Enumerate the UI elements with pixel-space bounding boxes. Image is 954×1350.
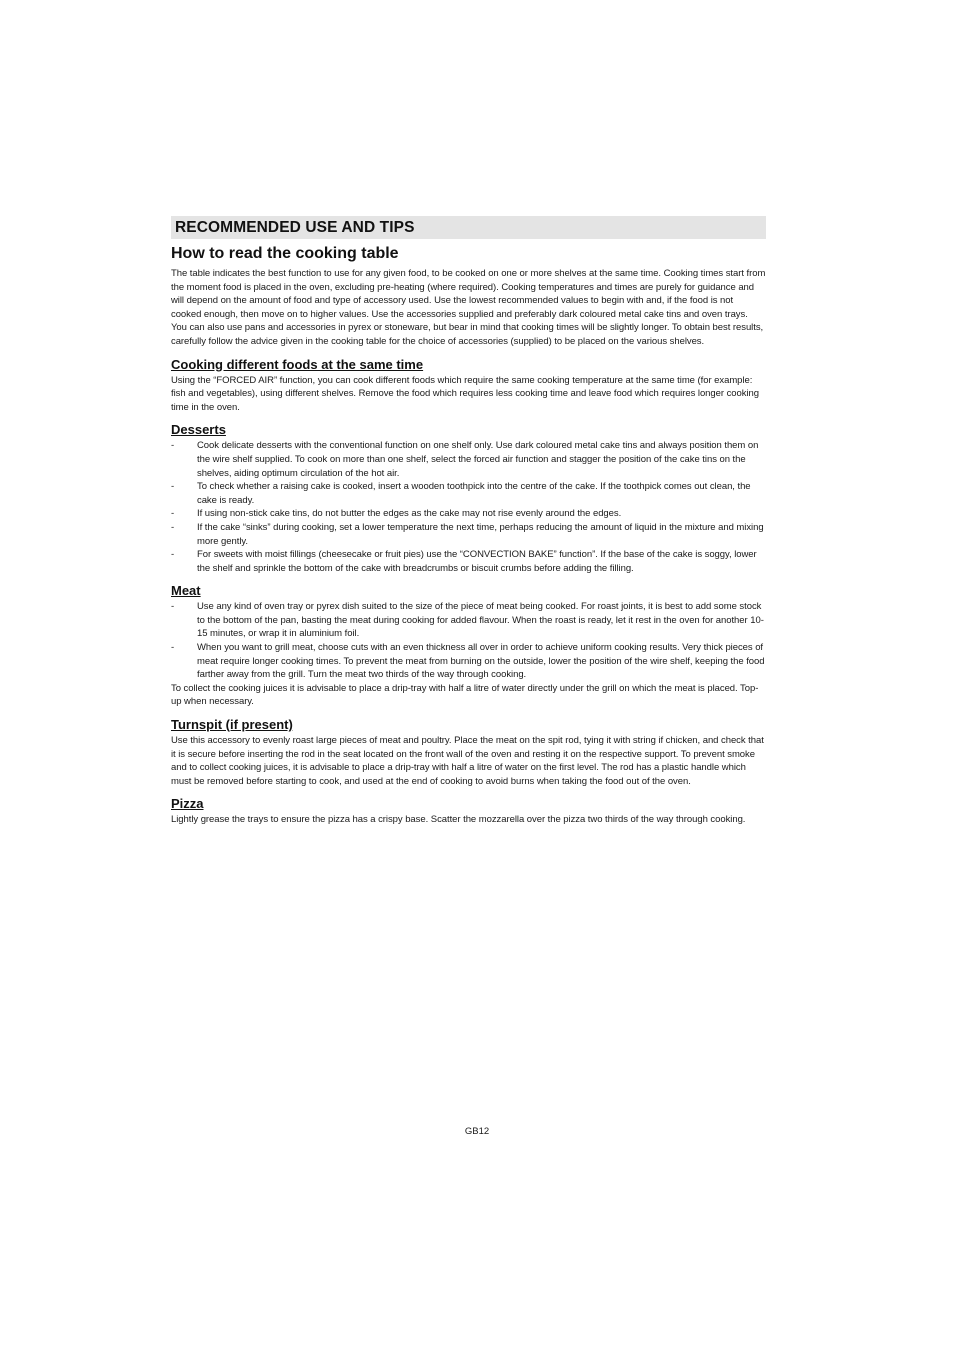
list-item [171,507,766,521]
list-item [171,600,766,641]
list-item-text: If using non-stick cake tins, do not butter the edges as the cake may not rise evenly around the edges. [197,508,622,520]
list-item-text: For sweets with moist fillings (cheesecake or fruit pies) use the “CONVECTION BAKE” function”. If the base of the cake is soggy, lower the shelf and sprinkle the bottom of the cake with breadcrumbs or biscuit crumbs before adding the filling. [197,549,757,574]
bullet-dash: - [171,601,175,613]
list-item [171,641,766,682]
heading-pizza: Pizza [171,796,204,812]
list-item [171,480,766,507]
list-item-text: To check whether a raising cake is cooked, insert a wooden toothpick into the centre of the cake. If the toothpick comes out clean, the cake is ready. [197,481,751,506]
heading-meat: Meat [171,583,201,599]
pizza-paragraph: Lightly grease the trays to ensure the pizza has a crispy base. Scatter the mozzarella over the pizza two thirds of the way through cooking. [171,814,746,826]
turnspit-paragraph: Use this accessory to evenly roast large pieces of meat and poultry. Place the meat on the spit rod, tying it with string if chicken, and check that it is secure before inserting the rod in the seat located on the front wall of the oven and resting it on the respective support. To prevent smoke and to collect cooking juices, it is advisable to place a drip-tray with half a litre of water on the first level. The rod has a plastic handle which must be removed before starting to cook, and used at the end of cooking to avoid burns when taking the food out of the oven. [171,735,764,787]
desserts-list [171,439,766,575]
cooking-different-foods-paragraph: Using the “FORCED AIR” function, you can cook different foods which require the same cooking temperature at the same time (for example: fish and vegetables), using different shelves. Remove the food which requires less cooking time and leave food which requires longer cooking time in the oven. [171,374,759,413]
bullet-dash: - [171,642,175,654]
meat-juices-paragraph: To collect the cooking juices it is advisable to place a drip-tray with half a litre of water directly under the grill on which the meat is placed. Top-up when necessary. [171,682,759,708]
page-title: How to read the cooking table [171,245,399,262]
heading-cooking-different-foods: Cooking different foods at the same time [171,356,424,372]
bullet-dash: - [171,521,175,533]
bullet-dash: - [171,549,175,561]
heading-desserts: Desserts [171,422,226,438]
page-number: GB12 [464,1126,490,1137]
bullet-dash: - [171,508,175,520]
list-item [171,521,766,548]
section-banner: RECOMMENDED USE AND TIPS [171,216,766,239]
list-item [171,548,766,575]
list-item-text: Cook delicate desserts with the conventional function on one shelf only. Use dark coloured metal cake tins and always position them on the wire shelf supplied. To cook on more than one shelf, select the forced air function and stagger the position of the cake tins on the shelves, aiding optimum circulation of the hot air. [197,440,759,479]
page-content [171,216,766,827]
bullet-dash: - [171,440,175,452]
list-item [171,439,766,480]
heading-turnspit: Turnspit (if present) [171,717,293,733]
list-item-text: Use any kind of oven tray or pyrex dish suited to the size of the piece of meat being cooked. For roast joints, it is best to add some stock to the bottom of the pan, basting the meat during cooking for added flavour. When the roast is ready, let it rest in the oven for another 10-15 minutes, or wrap it in aluminium foil. [197,601,764,640]
intro-paragraph: The table indicates the best function to use for any given food, to be cooked on one or more shelves at the same time. Cooking times start from the moment food is placed in the oven, excluding pre-heating (where required). Cooking temperatures and times are purely for guidance and will depend on the amount of food and type of accessory used. Use the lowest recommended values to begin with and, if the food is not cooked enough, then move on to higher values. Use the accessories supplied and preferably dark coloured metal cake tins and oven trays. You can also use pans and accessories in pyrex or stoneware, but bear in mind that cooking times will be slightly longer. To obtain best results, carefully follow the advice given in the cooking table for the choice of accessories (supplied) to be placed on the various shelves. [171,268,766,347]
bullet-dash: - [171,481,175,493]
list-item-text: When you want to grill meat, choose cuts with an even thickness all over in order to achieve uniform cooking results. Very thick pieces of meat require longer cooking times. To prevent the meat from burning on the outside, lower the position of the wire shelf, keeping the food farther away from the grill. Turn the meat two thirds of the way through cooking. [197,642,765,681]
list-item-text: If the cake “sinks” during cooking, set a lower temperature the next time, perhaps reducing the amount of liquid in the mixture and mixing more gently. [197,521,764,547]
meat-list [171,600,766,682]
